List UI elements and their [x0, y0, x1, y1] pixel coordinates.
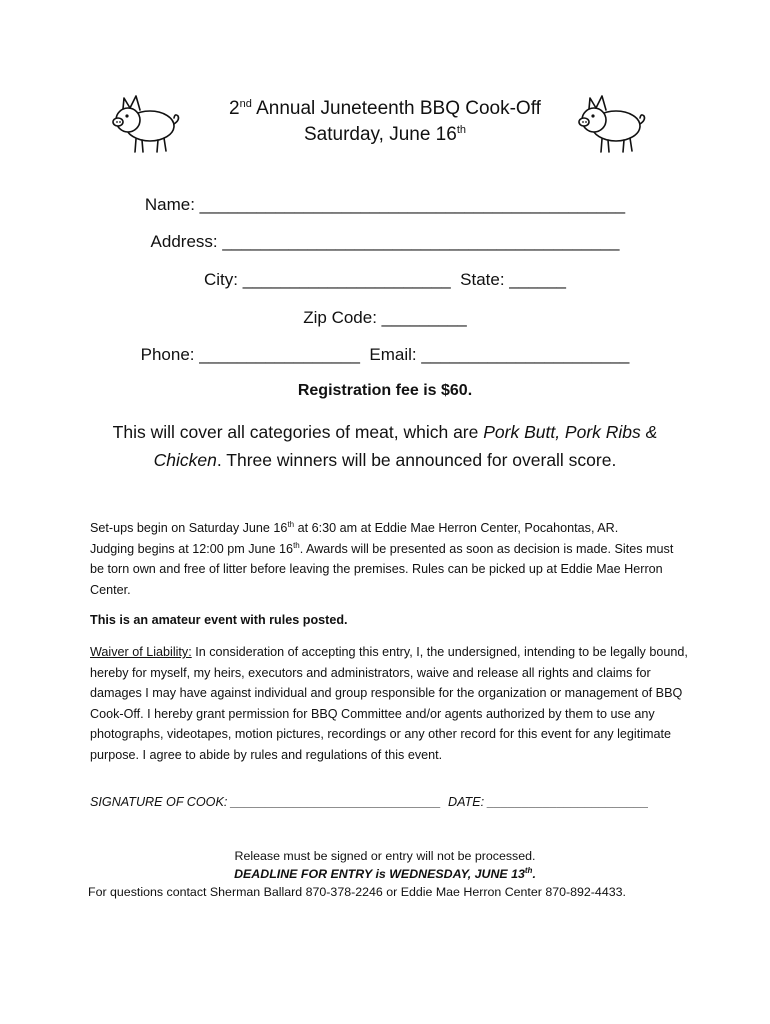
- contact-info: For questions contact Sherman Ballard 870-378-2246 or Eddie Mae Herron Center 870-892-4433.: [88, 885, 626, 899]
- sites-text: Sites must be torn own and free of litter before leaving the premises. Rules can be picked up at Eddie Mae Herron Center.: [90, 541, 674, 597]
- event-date: [0, 122, 770, 148]
- waiver-paragraph: [90, 642, 690, 765]
- coverage-part1: This will cover all categories of meat, which are: [112, 422, 484, 442]
- setup-text: Set-ups begin on Saturday June 16: [90, 521, 288, 535]
- judging-suffix: th: [293, 540, 300, 550]
- phone-email-field[interactable]: Phone: _________________ Email: ______________________: [140, 345, 630, 364]
- event-title: [0, 96, 770, 148]
- judging-text-end: . Awards will be presented as soon as decision is made.: [299, 541, 612, 556]
- coverage-text: [92, 418, 678, 474]
- deadline-end: .: [532, 867, 536, 881]
- address-field[interactable]: Address: __________________________________________: [150, 232, 620, 251]
- coverage-part2: . Three winners will be announced for overall score.: [216, 450, 617, 470]
- name-field[interactable]: Name: _____________________________________________: [144, 195, 626, 214]
- amateur-notice: This is an amateur event with rules posted.: [90, 613, 348, 627]
- setup-suffix: th: [287, 520, 295, 529]
- waiver-label: Waiver of Liability:: [90, 645, 192, 659]
- coverage-meats: Pork Butt, Pork Ribs & Chicken: [153, 422, 658, 470]
- registration-fee: Registration fee is $60.: [297, 382, 473, 399]
- details-paragraph: [90, 518, 690, 600]
- zip-field[interactable]: Zip Code: _________: [303, 308, 467, 327]
- deadline-text: DEADLINE FOR ENTRY is WEDNESDAY, JUNE 13: [234, 867, 525, 881]
- signature-date-line[interactable]: SIGNATURE OF COOK: ______________________________ DATE: _______________________: [90, 795, 649, 809]
- title-text: Annual Juneteenth BBQ Cook-Off: [251, 98, 541, 119]
- title-line: [0, 96, 770, 122]
- city-state-field[interactable]: City: ______________________ State: ______: [203, 270, 567, 289]
- date-suffix: th: [456, 124, 466, 136]
- deadline-notice: [0, 865, 770, 883]
- title-ordinal-suffix: nd: [239, 98, 252, 110]
- waiver-text: In consideration of accepting this entry, I, the undersigned, intending to be legally bound, hereby for myself, my heirs, executors and administrators, waive and release all rights and claims for damages I may have against individual and group responsible for the organization or management of BBQ Cook-Off. I hereby grant permission for BBQ Committee and/or agents authorized by them to use any photographs, videotapes, motion pictures, recordings or any other record for this event for any legitimate purpose. I agree to abide by rules and regulations of this event.: [90, 645, 688, 762]
- setup-text-end: at 6:30 am at Eddie Mae Herron Center, Pocahontas, AR.: [294, 521, 619, 535]
- title-ordinal: 2: [229, 98, 240, 119]
- date-text: Saturday, June 16: [304, 124, 457, 145]
- judging-text: Judging begins at 12:00 pm June 16: [90, 541, 294, 556]
- release-notice: Release must be signed or entry will not be processed.: [234, 849, 536, 863]
- deadline-suffix: th: [524, 866, 533, 875]
